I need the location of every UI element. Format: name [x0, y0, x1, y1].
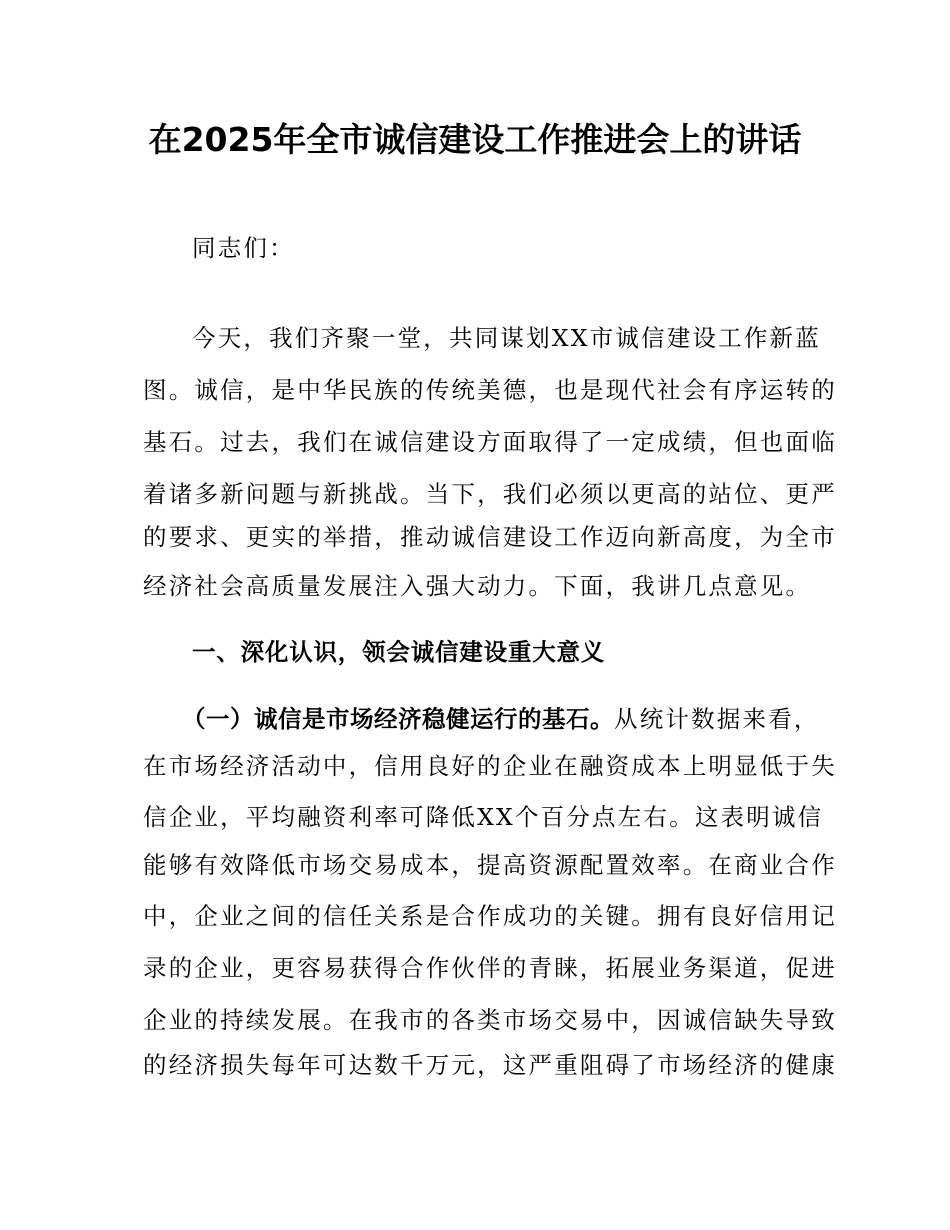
- intro-line-5: 的要求、更实的举措，推动诚信建设工作迈向新高度，为全市: [143, 523, 837, 551]
- body-line-4: 中，企业之间的信任关系是合作成功的关键。拥有良好信用记: [143, 902, 837, 930]
- intro-line-2: 图。诚信，是中华民族的传统美德，也是现代社会有序运转的: [143, 376, 837, 404]
- salutation: 同志们：: [192, 234, 295, 262]
- intro-line-1: 今天，我们齐聚一堂，共同谋划XX市诚信建设工作新蓝: [192, 324, 821, 352]
- intro-line-3: 基石。过去，我们在诚信建设方面取得了一定成绩，但也面临: [143, 428, 837, 456]
- intro-line-4: 着诸多新问题与新挑战。当下，我们必须以更高的站位、更严: [143, 480, 837, 508]
- body-line-6: 企业的持续发展。在我市的各类市场交易中，因诚信缺失导致: [143, 1006, 837, 1034]
- body-line-3: 能够有效降低市场交易成本，提高资源配置效率。在商业合作: [143, 851, 837, 879]
- document-title: 在2025年全市诚信建设工作推进会上的讲话: [148, 120, 802, 159]
- body-line-5: 录的企业，更容易获得合作伙伴的青睐，拓展业务渠道，促进: [143, 954, 837, 982]
- subsection-heading: （一）诚信是市场经济稳健运行的基石。: [182, 705, 614, 733]
- body-line-7: 的经济损失每年可达数千万元，这严重阻碍了市场经济的健康: [143, 1051, 837, 1079]
- body-line-2: 信企业，平均融资利率可降低XX个百分点左右。这表明诚信: [143, 803, 824, 831]
- intro-line-6: 经济社会高质量发展注入强大动力。下面，我讲几点意见。: [143, 572, 812, 600]
- subsection-first-line: [182, 699, 872, 739]
- subsection-first-line-text: 从统计数据来看，: [614, 705, 820, 733]
- body-line-1: 在市场经济活动中，信用良好的企业在融资成本上明显低于失: [143, 752, 837, 780]
- section-heading: 一、深化认识，领会诚信建设重大意义: [192, 638, 606, 666]
